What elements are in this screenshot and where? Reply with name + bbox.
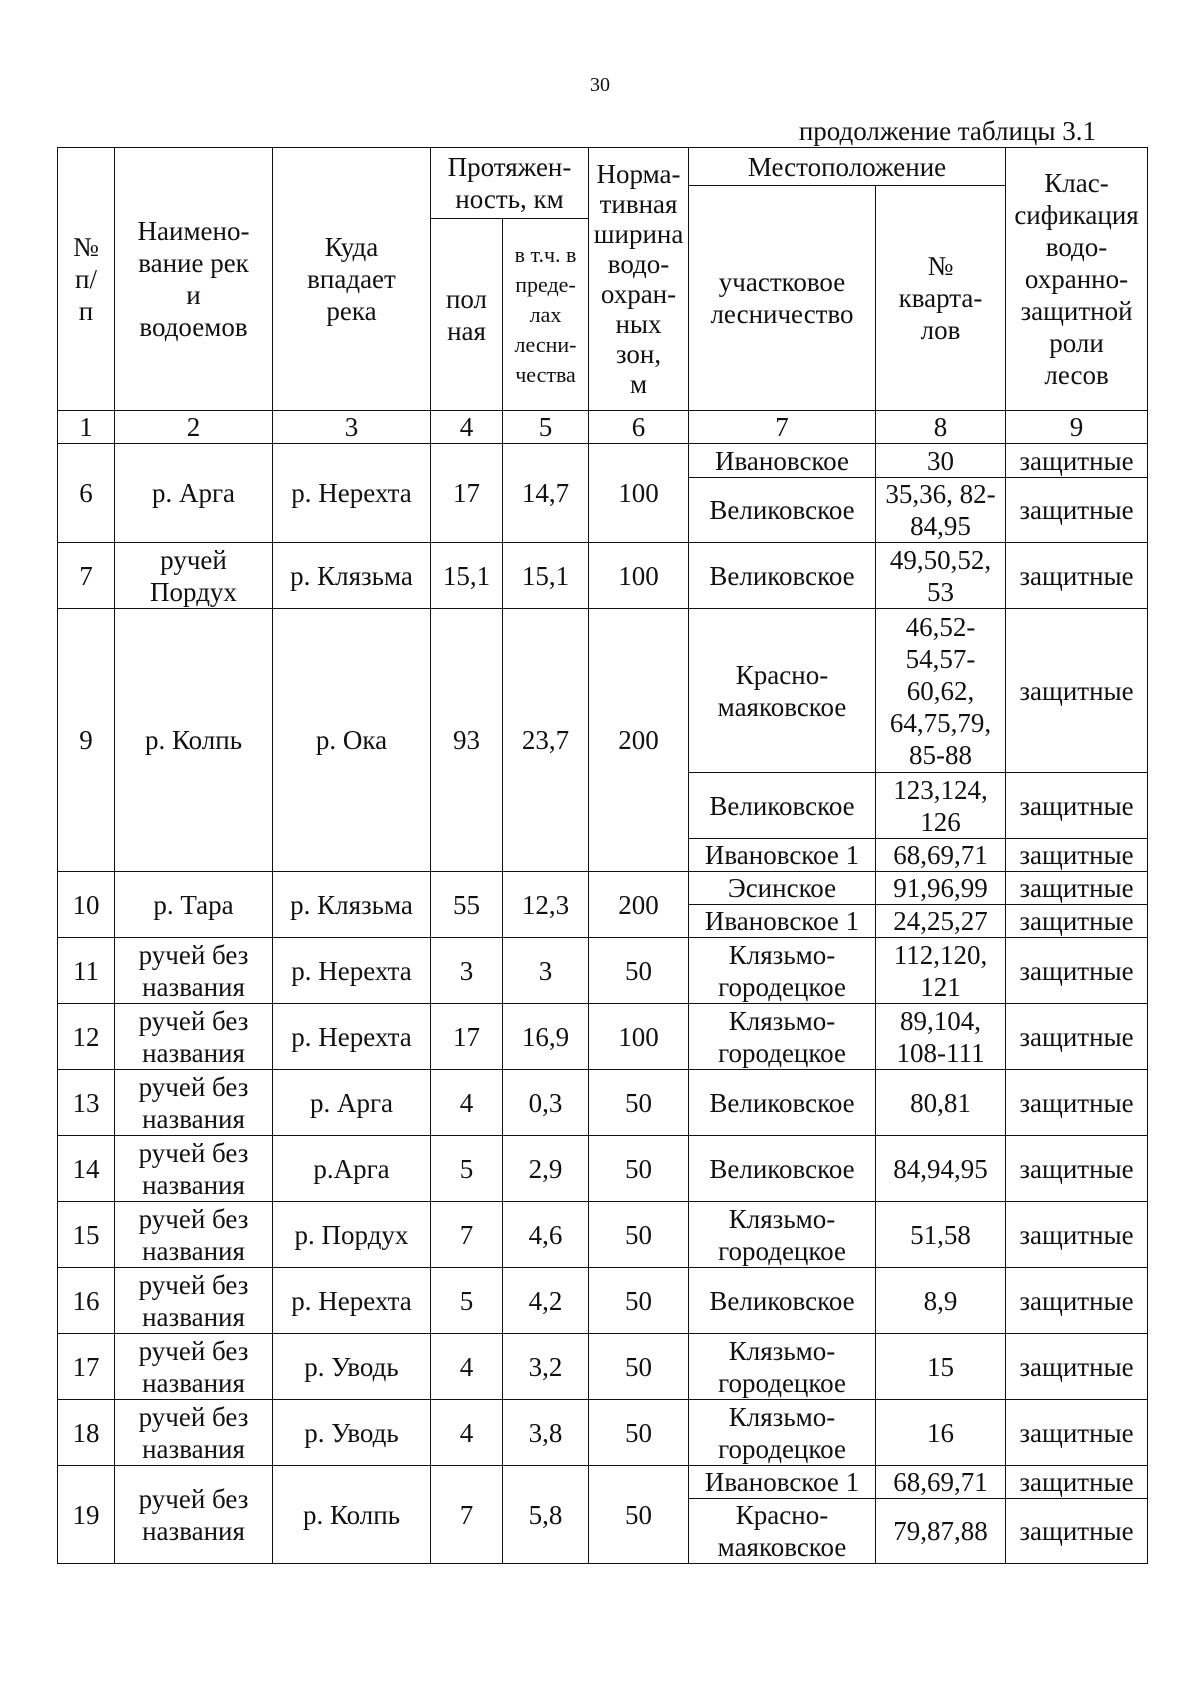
header-text: водоемов [139,312,248,342]
cell-class: защитные [1006,1334,1148,1400]
cell-zone-width: 100 [589,444,689,543]
cell-class: защитные [1006,839,1148,872]
cell-name: ручей без названия [115,1334,273,1400]
cell-length-forestry: 2,9 [503,1136,589,1202]
cell-length-forestry: 12,3 [503,872,589,938]
header-col-quarters [876,186,1006,411]
header-text: Наимено- [137,216,250,246]
cell-forestry: Клязьмо- городецкое [689,1004,876,1070]
cell-quarters: 24,25,27 [876,905,1006,938]
header-text: впадает [307,264,396,294]
cell-quarters: 123,124, 126 [876,773,1006,839]
cell-length-total: 15,1 [431,543,503,609]
cell-class: защитные [1006,773,1148,839]
header-location-group: Местоположение [689,148,1006,186]
cell-class: защитные [1006,444,1148,478]
header-text: ная [447,315,486,346]
cell-num: 16 [58,1268,115,1334]
cell-class: защитные [1006,1202,1148,1268]
cell-length-forestry: 16,9 [503,1004,589,1070]
cell-length-total: 3 [431,938,503,1004]
cell-name: ручей без названия [115,1268,273,1334]
table-row [58,1268,1148,1334]
cell-quarters: 68,69,71 [876,839,1006,872]
cell-class: защитные [1006,872,1148,905]
cell-name: р. Колпь [115,609,273,872]
cell-num: 15 [58,1202,115,1268]
cell-zone-width: 50 [589,1334,689,1400]
table-row [58,938,1148,1004]
column-number: 1 [58,411,115,444]
cell-length-forestry: 4,2 [503,1268,589,1334]
cell-flows-into: р. Нерехта [273,938,431,1004]
cell-class: защитные [1006,1499,1148,1564]
cell-num: 18 [58,1400,115,1466]
header-text: Куда [324,232,379,262]
cell-length-total: 7 [431,1202,503,1268]
cell-length-total: 5 [431,1136,503,1202]
cell-quarters: 8,9 [876,1268,1006,1334]
cell-length-forestry: 15,1 [503,543,589,609]
cell-quarters: 91,96,99 [876,872,1006,905]
cell-flows-into: р. Клязьма [273,872,431,938]
table-row [58,1466,1148,1499]
table-row [58,444,1148,478]
table-row [58,1334,1148,1400]
cell-num: 19 [58,1466,115,1564]
cell-flows-into: р. Нерехта [273,1268,431,1334]
column-number: 8 [876,411,1006,444]
cell-zone-width: 50 [589,1070,689,1136]
table-row [58,543,1148,609]
cell-zone-width: 200 [589,872,689,938]
cell-flows-into: р. Пордух [273,1202,431,1268]
column-number: 5 [503,411,589,444]
header-text: в т.ч. в [514,241,577,267]
header-text: чества [515,361,576,387]
cell-flows-into: р. Уводь [273,1334,431,1400]
cell-class: защитные [1006,543,1148,609]
cell-quarters: 68,69,71 [876,1466,1006,1499]
cell-num: 12 [58,1004,115,1070]
header-text: Норма- [596,159,681,189]
header-text: кварта- [898,283,983,313]
header-length-group [431,148,589,219]
cell-name: ручей без названия [115,1400,273,1466]
cell-flows-into: р.Арга [273,1136,431,1202]
cell-length-forestry: 0,3 [503,1070,589,1136]
cell-flows-into: р. Клязьма [273,543,431,609]
cell-num: 9 [58,609,115,872]
header-text: № [927,251,954,281]
cell-name: ручей без названия [115,1070,273,1136]
cell-name: ручей без названия [115,1466,273,1564]
cell-zone-width: 50 [589,1400,689,1466]
cell-name: р. Тара [115,872,273,938]
cell-class: защитные [1006,1268,1148,1334]
cell-quarters: 51,58 [876,1202,1006,1268]
cell-length-forestry: 3,8 [503,1400,589,1466]
header-text: лесничество [710,299,854,329]
cell-forestry: Клязьмо- городецкое [689,1202,876,1268]
table-continuation-caption: продолжение таблицы 3.1 [798,116,1096,146]
cell-num: 10 [58,872,115,938]
cell-forestry: Клязьмо- городецкое [689,1400,876,1466]
cell-zone-width: 100 [589,1004,689,1070]
header-col-name [115,148,273,411]
column-number: 6 [589,411,689,444]
header-text: м [629,369,648,399]
cell-flows-into: р. Ока [273,609,431,872]
header-text: тивная [599,189,678,219]
cell-name: ручей без названия [115,1004,273,1070]
cell-forestry: Красно- маяковское [689,609,876,773]
table-row [58,609,1148,773]
cell-flows-into: р. Нерехта [273,444,431,543]
header-text: лесни- [514,331,577,357]
cell-length-forestry: 5,8 [503,1466,589,1564]
header-col-number [58,148,115,411]
header-text: лах [529,301,562,327]
table-row [58,1070,1148,1136]
column-number: 9 [1006,411,1148,444]
header-text: ных [615,309,662,339]
cell-quarters: 35,36, 82-84,95 [876,478,1006,543]
cell-name: ручей без названия [115,1202,273,1268]
cell-name: р. Арга [115,444,273,543]
header-text: водо- [1045,232,1108,262]
table-row [58,1400,1148,1466]
cell-quarters: 84,94,95 [876,1136,1006,1202]
cell-length-total: 5 [431,1268,503,1334]
header-text: лов [920,315,961,345]
cell-quarters: 79,87,88 [876,1499,1006,1564]
column-number: 3 [273,411,431,444]
cell-forestry: Великовское [689,543,876,609]
cell-forestry: Ивановское 1 [689,839,876,872]
cell-length-total: 93 [431,609,503,872]
cell-length-total: 55 [431,872,503,938]
cell-class: защитные [1006,1466,1148,1499]
cell-length-total: 7 [431,1466,503,1564]
cell-num: 14 [58,1136,115,1202]
header-text: вание рек [138,248,249,278]
header-col-length-total [431,219,503,411]
header-col-zone-width [589,148,689,411]
header-text: пол [445,283,488,314]
cell-flows-into: р. Арга [273,1070,431,1136]
cell-forestry: Великовское [689,1268,876,1334]
cell-class: защитные [1006,1400,1148,1466]
cell-length-total: 17 [431,444,503,543]
cell-name: ручей без названия [115,938,273,1004]
cell-forestry: Великовское [689,1136,876,1202]
header-text: ность, км [455,184,564,214]
header-text: Клас- [1044,168,1109,198]
cell-length-total: 17 [431,1004,503,1070]
header-col-flows-into [273,148,431,411]
header-text: лесов [1044,360,1109,390]
header-text: зон, [615,339,662,369]
column-number: 4 [431,411,503,444]
header-text: защитной [1020,296,1133,326]
cell-zone-width: 50 [589,938,689,1004]
cell-forestry: Великовское [689,1070,876,1136]
cell-class: защитные [1006,1004,1148,1070]
cell-class: защитные [1006,478,1148,543]
cell-quarters: 30 [876,444,1006,478]
cell-zone-width: 50 [589,1466,689,1564]
cell-length-forestry: 3 [503,938,589,1004]
cell-quarters: 89,104, 108-111 [876,1004,1006,1070]
cell-length-forestry: 4,6 [503,1202,589,1268]
cell-length-forestry: 14,7 [503,444,589,543]
header-text: № [73,232,99,262]
header-text: преде- [515,271,576,297]
column-number: 2 [115,411,273,444]
cell-class: защитные [1006,1070,1148,1136]
cell-class: защитные [1006,1136,1148,1202]
page-number: 30 [590,74,610,96]
single-location-rows [58,938,1148,1564]
cell-forestry: Ивановское 1 [689,905,876,938]
cell-class: защитные [1006,938,1148,1004]
cell-num: 6 [58,444,115,543]
cell-quarters: 16 [876,1400,1006,1466]
header-text: и [186,280,201,310]
cell-flows-into: р. Колпь [273,1466,431,1564]
cell-zone-width: 100 [589,543,689,609]
header-text: сификация [1014,200,1139,230]
cell-zone-width: 50 [589,1202,689,1268]
table-row [58,872,1148,905]
header-text: водо- [607,249,670,279]
header-col-length-forestry [503,219,589,411]
cell-name: ручей без названия [115,1136,273,1202]
cell-forestry: Великовское [689,773,876,839]
header-text: п [78,296,94,326]
table-row [58,1202,1148,1268]
cell-quarters: 49,50,52, 53 [876,543,1006,609]
table-row [58,1004,1148,1070]
header-text: роли [1049,328,1104,358]
cell-length-total: 4 [431,1070,503,1136]
cell-forestry: Клязьмо- городецкое [689,938,876,1004]
cell-length-total: 4 [431,1334,503,1400]
cell-zone-width: 50 [589,1268,689,1334]
cell-zone-width: 50 [589,1136,689,1202]
column-number: 7 [689,411,876,444]
cell-quarters: 112,120, 121 [876,938,1006,1004]
cell-num: 17 [58,1334,115,1400]
cell-forestry: Красно- маяковское [689,1499,876,1564]
cell-quarters: 46,52- 54,57- 60,62, 64,75,79, 85-88 [876,609,1006,773]
cell-quarters: 15 [876,1334,1006,1400]
cell-flows-into: р. Нерехта [273,1004,431,1070]
header-text: ширина [593,219,684,249]
cell-length-forestry: 3,2 [503,1334,589,1400]
cell-forestry: Эсинское [689,872,876,905]
cell-forestry: Клязьмо- городецкое [689,1334,876,1400]
cell-num: 7 [58,543,115,609]
header-text: участковое [718,267,846,297]
header-col-classification [1006,148,1148,411]
header-text: охранно- [1024,264,1129,294]
cell-flows-into: р. Уводь [273,1400,431,1466]
header-col-forestry [689,186,876,411]
cell-class: защитные [1006,905,1148,938]
cell-forestry: Великовское [689,478,876,543]
cell-class: защитные [1006,609,1148,773]
table-row [58,1136,1148,1202]
cell-num: 13 [58,1070,115,1136]
cell-length-forestry: 23,7 [503,609,589,872]
cell-quarters: 80,81 [876,1070,1006,1136]
column-numbers-row [58,411,1148,444]
water-bodies-table [57,147,1148,1564]
cell-num: 11 [58,938,115,1004]
cell-forestry: Ивановское [689,444,876,478]
header-text: река [326,296,377,326]
cell-name: ручей Пордух [115,543,273,609]
header-text: охран- [600,279,677,309]
cell-zone-width: 200 [589,609,689,872]
header-text: п/ [75,264,97,294]
cell-forestry: Ивановское 1 [689,1466,876,1499]
header-text: Протяжен- [447,152,572,182]
cell-length-total: 4 [431,1400,503,1466]
